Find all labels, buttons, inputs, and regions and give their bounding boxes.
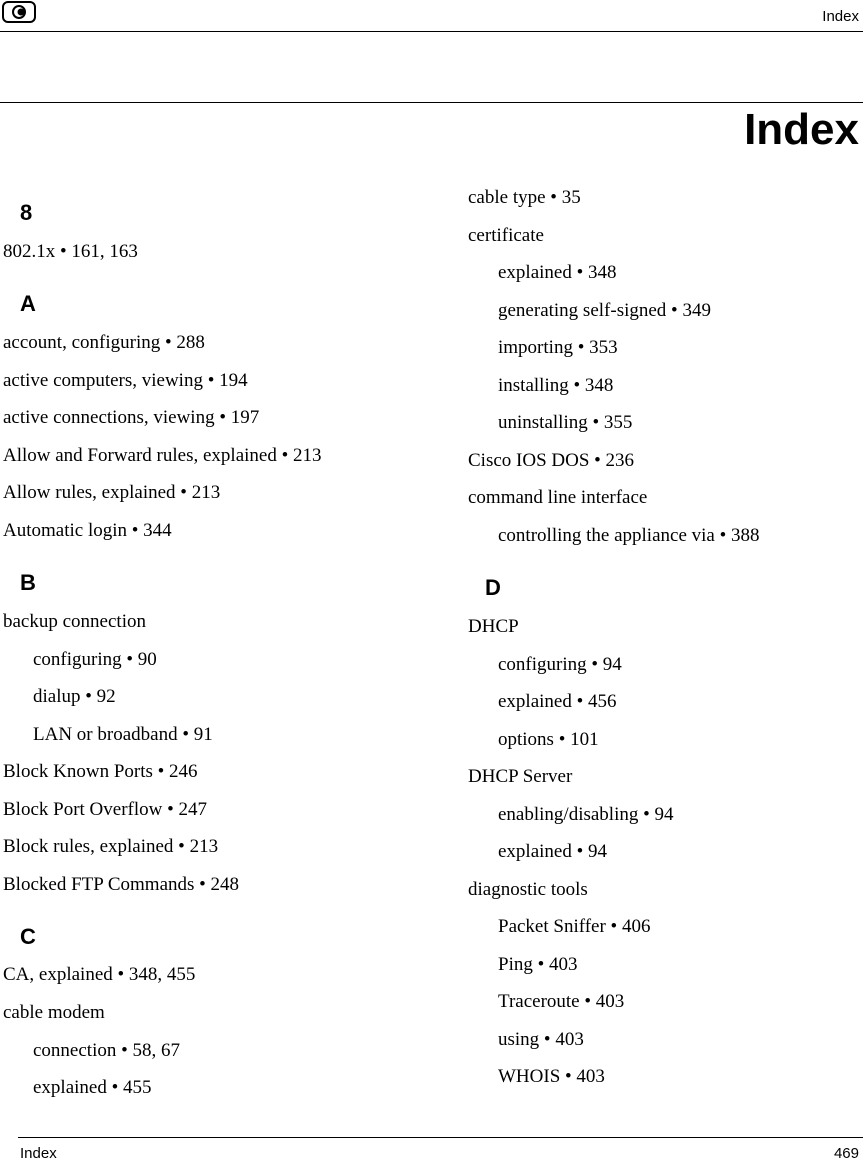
index-subentry: importing • 353 (498, 337, 618, 358)
index-subentry: Ping • 403 (498, 954, 578, 975)
footer-section-label: Index (20, 1145, 57, 1162)
index-entry: command line interface (468, 487, 648, 508)
index-subentry: explained • 94 (498, 841, 608, 862)
index-subentry: explained • 456 (498, 691, 617, 712)
letter-heading: C (20, 924, 36, 949)
letter-heading: B (20, 570, 36, 595)
index-entry: Blocked FTP Commands • 248 (3, 874, 240, 895)
index-entry: DHCP Server (468, 766, 573, 787)
index-subentry: using • 403 (498, 1029, 584, 1050)
index-entry: Allow and Forward rules, explained • 213 (3, 445, 322, 466)
index-subentry: WHOIS • 403 (498, 1066, 605, 1087)
index-subentry: connection • 58, 67 (33, 1040, 181, 1061)
index-entry: CA, explained • 348, 455 (3, 964, 196, 985)
index-entry: cable type • 35 (468, 187, 581, 208)
letter-heading: 8 (20, 200, 33, 225)
index-entry: active computers, viewing • 194 (3, 370, 248, 391)
index-subentry: Packet Sniffer • 406 (498, 916, 651, 937)
index-entry: Block rules, explained • 213 (3, 836, 219, 857)
index-entry: Allow rules, explained • 213 (3, 482, 221, 503)
footer-rule (18, 1137, 863, 1138)
index-entry: account, configuring • 288 (3, 332, 205, 353)
index-subentry: uninstalling • 355 (498, 412, 633, 433)
index-subentry: generating self-signed • 349 (498, 300, 711, 321)
index-subentry: explained • 348 (498, 262, 617, 283)
index-entry: Automatic login • 344 (3, 520, 172, 541)
index-entry: Block Known Ports • 246 (3, 761, 198, 782)
index-subentry: explained • 455 (33, 1077, 152, 1098)
index-entry: diagnostic tools (468, 879, 588, 900)
index-entry: 802.1x • 161, 163 (3, 241, 138, 262)
letter-heading: A (20, 291, 36, 316)
watchguard-logo-icon (2, 1, 36, 23)
header-title: Index (822, 8, 859, 25)
title-rule (0, 102, 863, 103)
page-number: 469 (833, 1145, 859, 1162)
index-entry: backup connection (3, 611, 146, 632)
index-entry: active connections, viewing • 197 (3, 407, 260, 428)
index-subentry: Traceroute • 403 (498, 991, 625, 1012)
page-title: Index (744, 105, 859, 154)
index-entry: Cisco IOS DOS • 236 (468, 450, 635, 471)
letter-heading: D (485, 575, 501, 600)
index-subentry: controlling the appliance via • 388 (498, 525, 760, 546)
index-subentry: LAN or broadband • 91 (33, 724, 213, 745)
index-entry: DHCP (468, 616, 519, 637)
index-subentry: installing • 348 (498, 375, 614, 396)
index-entry: cable modem (3, 1002, 105, 1023)
index-subentry: enabling/disabling • 94 (498, 804, 674, 825)
index-subentry: configuring • 94 (498, 654, 622, 675)
index-subentry: dialup • 92 (33, 686, 116, 707)
index-subentry: options • 101 (498, 729, 599, 750)
index-subentry: configuring • 90 (33, 649, 157, 670)
page-header (0, 0, 863, 32)
index-entry: Block Port Overflow • 247 (3, 799, 208, 820)
index-entry: certificate (468, 225, 544, 246)
